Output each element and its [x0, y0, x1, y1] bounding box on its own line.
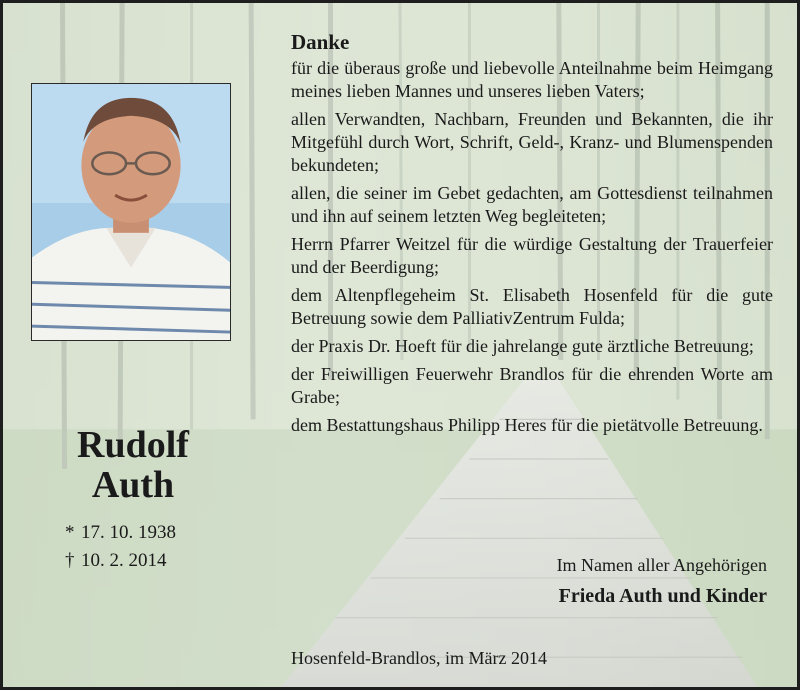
thanks-paragraph: allen Verwandten, Nachbarn, Freunden und Bekannten, die ihr Mitgefühl durch Wort, Schrift, Geld-, Kranz- und Blumenspenden bekundeten;	[291, 109, 773, 175]
man-portrait-image	[32, 84, 230, 340]
signature: Frieda Auth und Kinder	[558, 585, 767, 607]
deceased-name	[33, 425, 233, 505]
thanks-paragraph: der Freiwilligen Feuerwehr Brandlos für die ehrenden Worte am Grabe;	[291, 364, 773, 407]
deceased-first-name: Rudolf	[77, 424, 189, 466]
thanks-paragraph: für die überaus große und liebevolle Anteilnahme beim Heimgang meines lieben Mannes und unseres lieben Vaters;	[291, 58, 773, 101]
thanks-paragraph: dem Altenpflegeheim St. Elisabeth Hosenfeld für die gute Betreuung sowie dem PalliativZentrum Fulda;	[291, 285, 773, 328]
place-date: Hosenfeld-Brandlos, im März 2014	[291, 648, 547, 668]
portrait-photo	[31, 83, 231, 341]
thanks-paragraph: dem Bestattungshaus Philipp Heres für die pietätvolle Betreuung.	[291, 415, 763, 435]
birth-date: 17. 10. 1938	[81, 522, 176, 543]
deceased-last-name: Auth	[91, 464, 175, 506]
thanks-text	[291, 29, 773, 442]
birth-row	[65, 519, 176, 547]
death-date: 10. 2. 2014	[81, 550, 167, 571]
thanks-paragraph: Herrn Pfarrer Weitzel für die würdige Gestaltung der Trauerfeier und der Beerdigung;	[291, 234, 773, 277]
thanks-paragraph: der Praxis Dr. Hoeft für die jahrelange gute ärztliche Betreuung;	[291, 336, 754, 356]
thanks-heading: Danke	[291, 30, 350, 54]
life-dates	[65, 519, 176, 575]
thanks-paragraph: allen, die seiner im Gebet gedachten, am Gottesdienst teilnahmen und ihn auf seinem letzten Weg begleiteten;	[291, 183, 773, 226]
closing-line: Im Namen aller Angehörigen	[556, 555, 767, 575]
birth-star-icon: *	[65, 522, 75, 543]
death-row	[65, 547, 176, 575]
death-cross-icon: †	[65, 550, 75, 571]
